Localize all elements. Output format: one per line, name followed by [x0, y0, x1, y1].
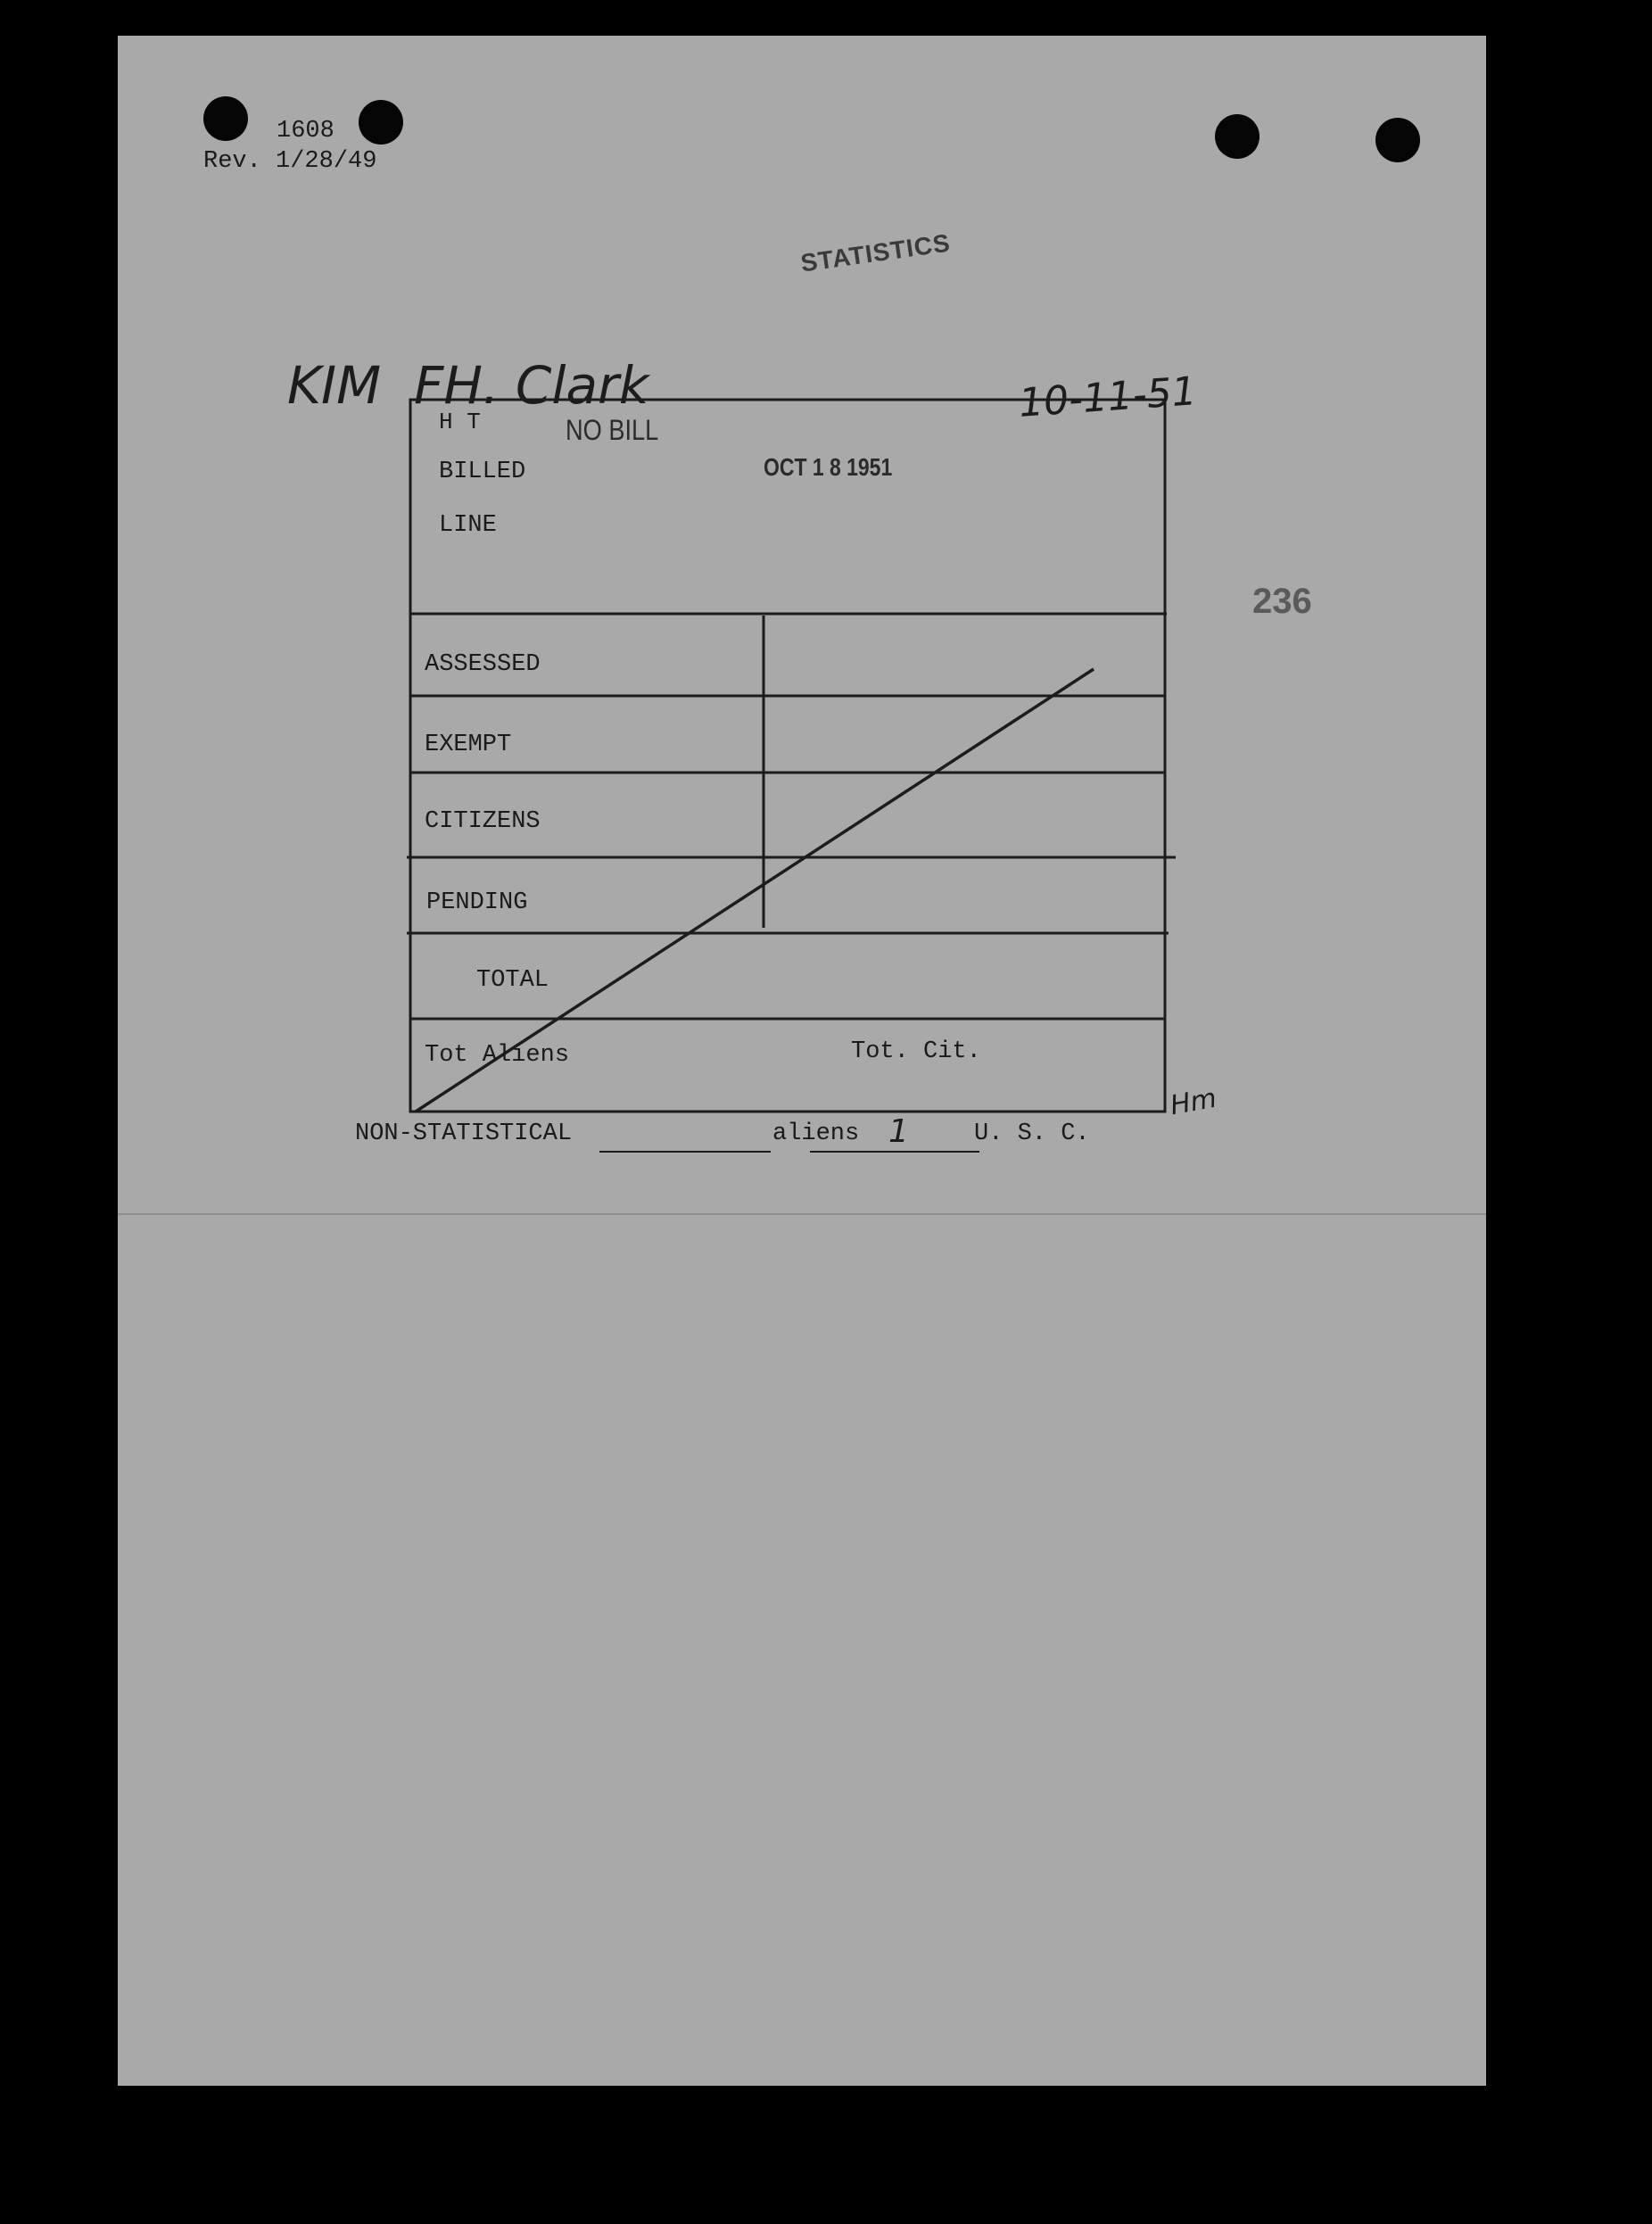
fold-crease — [118, 1213, 1486, 1215]
row-label-exempt: EXEMPT — [425, 732, 512, 758]
no-bill-stamp: NO BILL — [566, 414, 659, 446]
usc-label: U. S. C. — [974, 1120, 1090, 1147]
statistics-stamp: STATISTICS — [798, 228, 953, 277]
aliens-label: aliens — [772, 1120, 860, 1147]
aliens-blank — [810, 1151, 979, 1153]
handwritten-initials: Hm — [1168, 1082, 1219, 1122]
row-label-assessed: ASSESSED — [425, 651, 541, 678]
form-revision: Rev. 1/28/49 — [203, 148, 377, 175]
row-label-total: TOTAL — [476, 967, 549, 994]
non-statistical-label: NON-STATISTICAL — [355, 1120, 573, 1147]
tot-cit-label: Tot. Cit. — [851, 1038, 981, 1065]
billed-label: BILLED — [439, 459, 526, 485]
handwritten-aliens-count: 1 — [888, 1113, 909, 1150]
date-stamp: OCT 1 8 1951 — [764, 453, 893, 481]
tot-aliens-label: Tot Aliens — [425, 1042, 570, 1069]
form-grid — [118, 36, 1486, 2086]
handwritten-date: 10-11-51 — [1017, 368, 1199, 426]
page-number-stamp: 236 — [1252, 582, 1312, 621]
handwritten-name: KIM FH. Clark — [287, 355, 649, 416]
form-number: 1608 — [277, 118, 335, 145]
document-page — [118, 36, 1486, 2086]
non-statistical-blank — [599, 1151, 771, 1153]
row-label-citizens: CITIZENS — [425, 808, 541, 835]
ht-label: H T — [439, 409, 481, 435]
line-label: LINE — [439, 512, 497, 539]
row-label-pending: PENDING — [426, 889, 528, 916]
